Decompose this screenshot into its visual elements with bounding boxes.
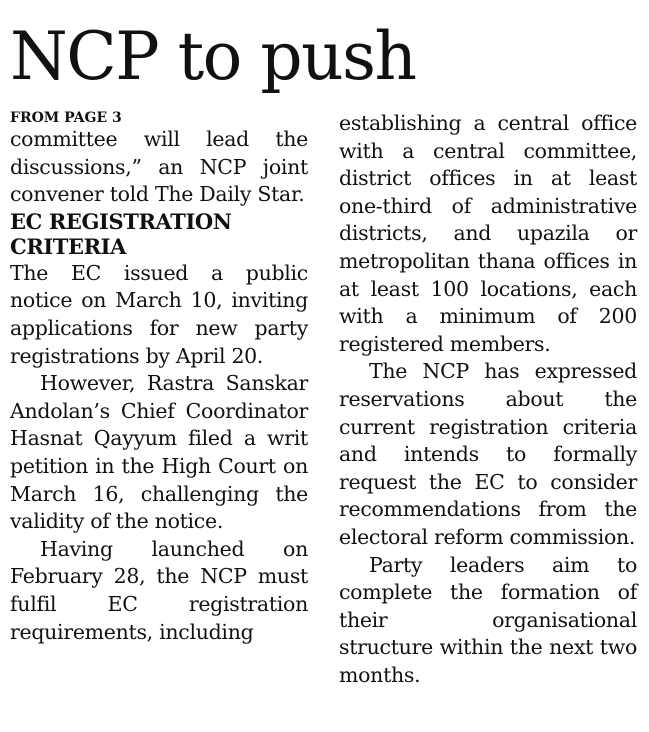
paragraph-party-leaders: Party leaders aim to complete the formation of their organisational structure within the next two months. bbox=[339, 552, 637, 687]
paragraph-continuation: committee will lead the discussions,” an NCP joint convener told The Daily Star. bbox=[10, 127, 308, 207]
section-subhead: EC REGISTRATION CRITERIA bbox=[10, 208, 232, 260]
article-column-right bbox=[339, 110, 637, 689]
paragraph-ncp-launch: Having launched on February 28, the NCP must fulfil EC registration requirements, including bbox=[10, 536, 308, 644]
article-column-left bbox=[10, 110, 308, 646]
jump-label: FROM PAGE 3 bbox=[10, 110, 122, 126]
headline: NCP to push bbox=[10, 18, 416, 95]
paragraph-ec-notice: The EC issued a public notice on March 10, inviting applications for new party registrations by April 20. bbox=[10, 260, 308, 368]
paragraph-requirements: establishing a central office with a central committee, district offices in at least one-third of administrative districts, and upazila or metropolitan thana offices in at least 100 locations, each with a minimum of 200 registered members. bbox=[339, 111, 637, 356]
paragraph-writ-petition: However, Rastra Sanskar Andolan’s Chief Coordinator Hasnat Qayyum filed a writ petition in the High Court on March 16, challenging the validity of the notice. bbox=[10, 371, 308, 534]
paragraph-reservations: The NCP has expressed reservations about the current registration criteria and intends to formally request the EC to consider recommendations from the electoral reform commission. bbox=[339, 359, 637, 549]
